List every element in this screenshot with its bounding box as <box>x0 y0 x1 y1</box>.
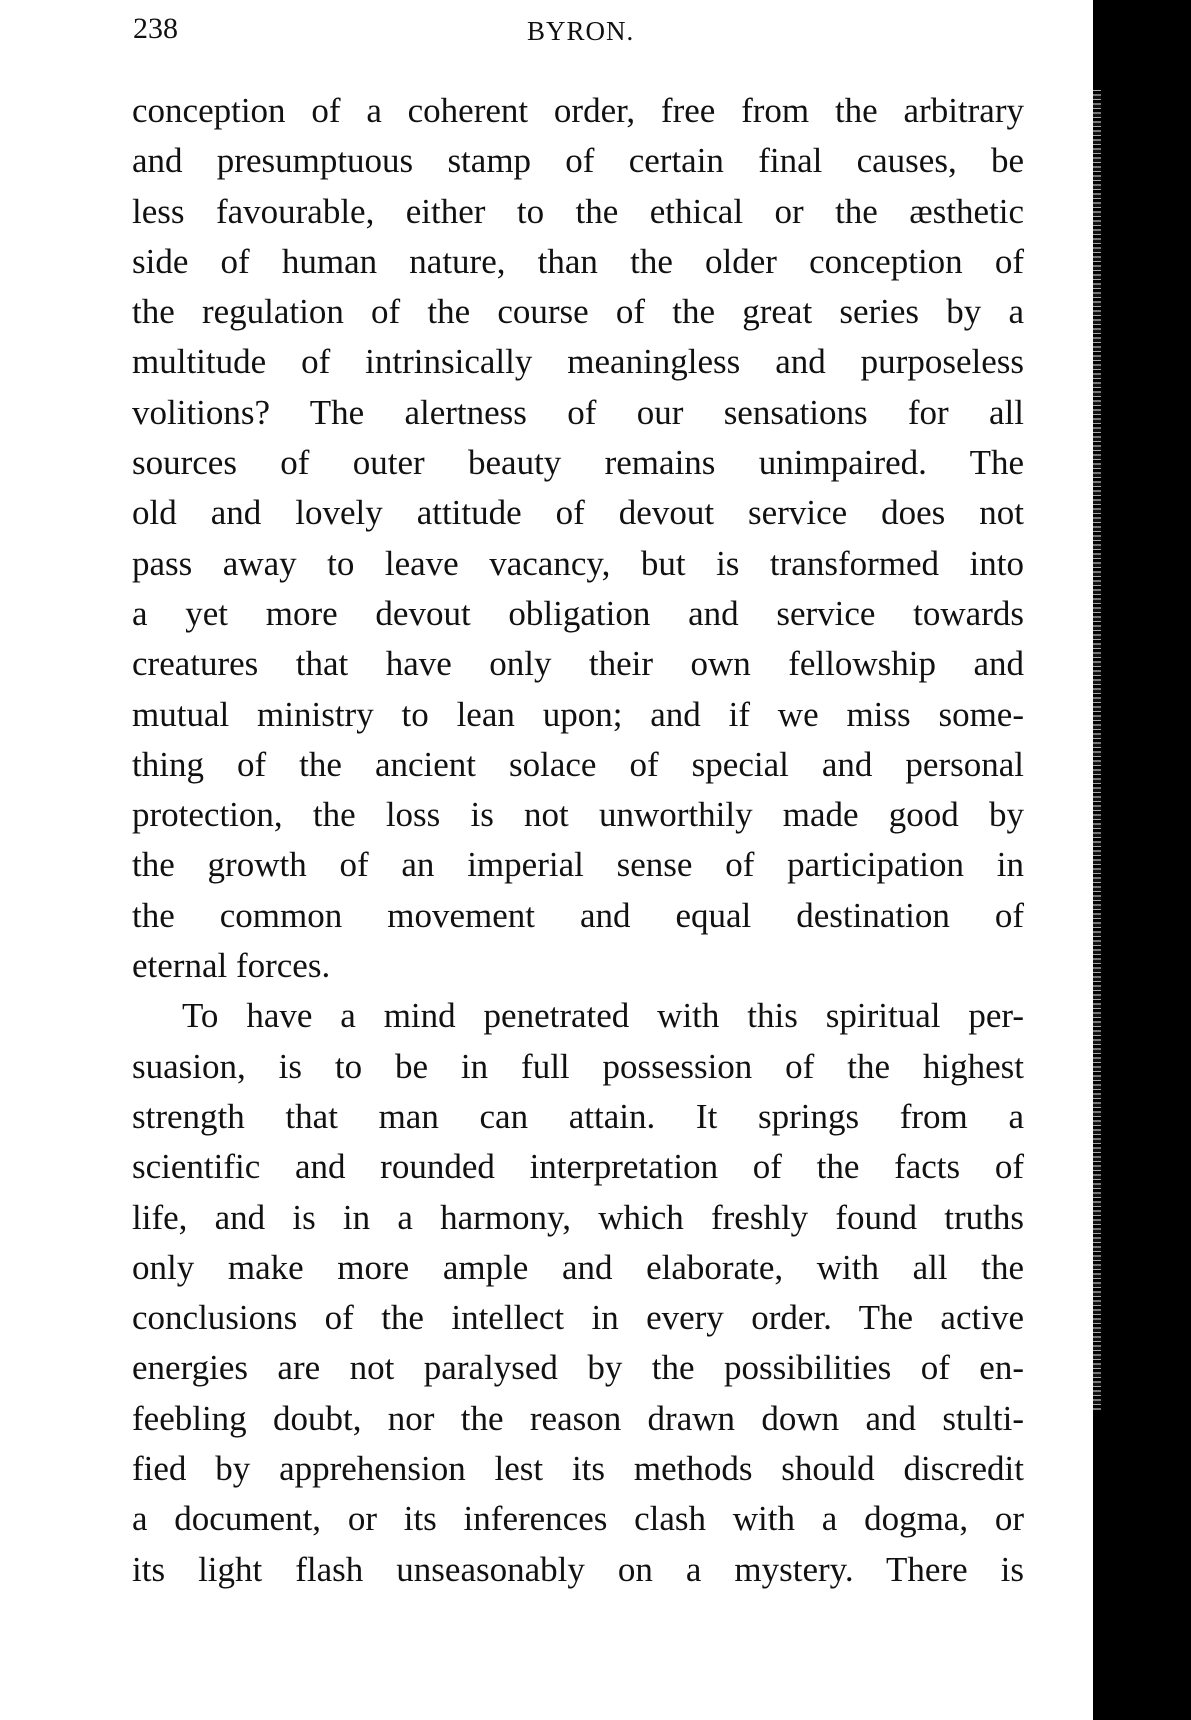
text-line: multitude of intrinsically meaningless and purposeless <box>132 342 1024 382</box>
text-line: the common movement and equal destination of <box>132 895 1024 935</box>
text-line: side of human nature, than the older conception of <box>132 241 1024 281</box>
text-line: creatures that have only their own fellowship and <box>132 644 1024 684</box>
text-line: fied by apprehension lest its methods should discredit <box>132 1449 1024 1489</box>
text-line: life, and is in a harmony, which freshly found truths <box>132 1197 1024 1237</box>
page-body-text <box>132 86 1024 1595</box>
paragraph <box>132 991 1024 1595</box>
text-line: thing of the ancient solace of special and personal <box>132 744 1024 784</box>
text-line: its light flash unseasonably on a mystery. There is <box>132 1549 1024 1589</box>
text-line: To have a mind penetrated with this spiritual per- <box>182 996 1024 1036</box>
text-line: volitions? The alertness of our sensations for all <box>132 392 1024 432</box>
text-line: mutual ministry to lean upon; and if we miss some- <box>132 694 1024 734</box>
text-line: conception of a coherent order, free from the arbitrary <box>132 91 1024 130</box>
page-number: 238 <box>133 12 178 45</box>
text-line: suasion, is to be in full possession of the highest <box>132 1046 1024 1086</box>
text-line: a document, or its inferences clash with a dogma, or <box>132 1499 1024 1539</box>
text-line: eternal forces. <box>132 946 331 986</box>
text-line: the growth of an imperial sense of participation in <box>132 845 1024 885</box>
text-line: protection, the loss is not unworthily made good by <box>132 795 1024 835</box>
text-line: feebling doubt, nor the reason drawn down and stulti- <box>132 1398 1024 1438</box>
text-line: and presumptuous stamp of certain final causes, be <box>132 141 1024 181</box>
text-line: less favourable, either to the ethical or the æsthetic <box>132 191 1024 231</box>
text-line: energies are not paralysed by the possibilities of en- <box>132 1348 1024 1388</box>
text-line: the regulation of the course of the great series by a <box>132 292 1024 332</box>
scan-edge-speckle <box>1093 90 1101 1410</box>
text-line: conclusions of the intellect in every order. The active <box>132 1298 1024 1338</box>
scan-edge-black-bar <box>1093 0 1191 1720</box>
paragraph <box>132 86 1024 991</box>
text-line: old and lovely attitude of devout service does not <box>132 493 1024 533</box>
text-line: only make more ample and elaborate, with all the <box>132 1247 1024 1287</box>
text-line: sources of outer beauty remains unimpaired. The <box>132 443 1024 483</box>
text-line: a yet more devout obligation and service towards <box>132 593 1024 633</box>
text-line: pass away to leave vacancy, but is transformed into <box>132 543 1024 583</box>
running-head: BYRON. <box>527 16 635 46</box>
text-line: strength that man can attain. It springs from a <box>132 1096 1024 1136</box>
text-line: scientific and rounded interpretation of the facts of <box>132 1147 1024 1187</box>
